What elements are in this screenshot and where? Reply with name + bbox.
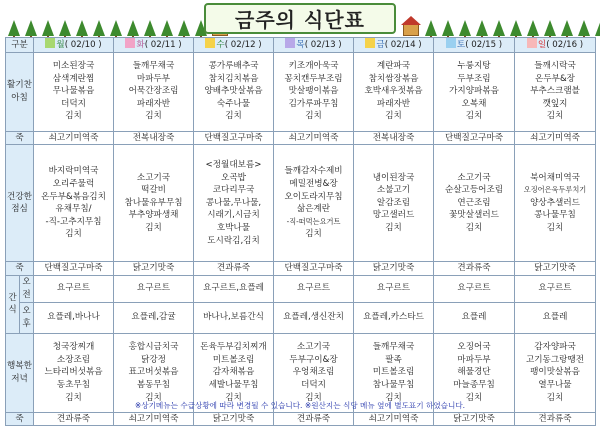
menu-text: 파래자반 <box>136 98 171 109</box>
menu-text: 들깨감자수제비 <box>284 166 343 177</box>
menu-text: 죽 <box>15 132 24 143</box>
breakfast-cell-fri <box>354 52 434 131</box>
menu-text: 김가루파무침 <box>288 98 339 109</box>
menu-text: 유채무침/ <box>55 204 92 215</box>
menu-text: 더덕지 <box>301 380 326 391</box>
menu-text: <정월대보름> <box>205 160 262 171</box>
label-text: 오 <box>22 306 31 317</box>
menu-text: 봄동무침 <box>136 380 171 391</box>
menu-text: 구분 <box>11 39 28 50</box>
label-text: 후 <box>22 318 31 329</box>
snack-am-cell-fri <box>354 275 434 302</box>
footer-note: ※상기메뉴는 수급상황에 따라 변경될 수 있습니다. ※원산지는 식당 메뉴 옆에 별도표기 하였습니다. <box>134 401 466 410</box>
header-day-fri <box>354 38 434 53</box>
menu-text: 김치 <box>65 392 82 403</box>
menu-text: 참치쌈장볶음 <box>368 73 419 84</box>
menu-text: 김치 <box>225 392 242 403</box>
menu-text: 요구르트 <box>376 283 411 294</box>
menu-text: 부추스크램블 <box>530 86 580 97</box>
menu-text: 단백질고구마죽 <box>204 132 263 143</box>
menu-text: 쇠고기미역죽 <box>128 413 179 424</box>
menu-text: 단백질고구마죽 <box>284 263 343 274</box>
porridge-lunch-cell-thu <box>274 262 354 276</box>
menu-text: 김치 <box>546 111 564 122</box>
porridge-morning-cell-tue <box>114 131 194 145</box>
menu-text: 죽 <box>15 263 24 274</box>
menu-text: 무나물볶음 <box>52 86 95 97</box>
menu-text: 요플레,카스타드 <box>363 312 424 323</box>
tree-icon <box>42 20 54 36</box>
tree-icon <box>544 20 556 36</box>
menu-text: 요구르트 <box>56 283 91 294</box>
menu-text: 김치 <box>305 229 322 240</box>
porridge-morning-label <box>6 131 34 145</box>
menu-text: 청국장찌개 <box>52 342 95 353</box>
porridge-morning-cell-fri <box>354 131 434 145</box>
menu-text: 홍합시금치국 <box>128 342 179 353</box>
menu-text: 해물경단 <box>457 367 491 378</box>
label-text: 활기찬 <box>7 80 32 90</box>
menu-text: 고기동그랑땡전 <box>525 354 585 365</box>
menu-text: 꽃맛살샐러드 <box>449 210 499 221</box>
snack-pm-label <box>20 302 34 333</box>
menu-text: -직-고추지무침 <box>45 216 102 227</box>
breakfast-cell-sun <box>515 52 596 131</box>
tree-icon <box>59 20 71 36</box>
menu-text: 냉이된장국 <box>372 172 415 183</box>
menu-text: 오곡밥 <box>221 172 246 183</box>
header-day-sun <box>515 38 596 53</box>
menu-text: 요플레,감귤 <box>131 312 176 323</box>
tree-icon <box>578 20 590 36</box>
porridge-morning-cell-mon <box>34 131 114 145</box>
label-text: 간 <box>8 292 17 303</box>
menu-text: 도시락김,김치 <box>207 235 260 246</box>
tree-icon <box>93 20 105 36</box>
menu-text: 꽁치캔두부조림 <box>284 73 343 84</box>
menu-text: 삶은계란 <box>296 204 331 215</box>
menu-text: 김치 <box>305 392 322 403</box>
tree-icon <box>178 20 190 36</box>
menu-text: 키조개아욱국 <box>288 61 339 72</box>
day-badge <box>365 38 375 48</box>
menu-text: 오리주물럭 <box>52 179 95 189</box>
snack-am-row <box>6 275 596 302</box>
snack-pm-cell-wed <box>194 302 274 333</box>
menu-text: 닭고기맛죽 <box>212 413 255 424</box>
menu-text: 전복내장죽 <box>372 132 415 143</box>
meal-table <box>5 37 596 426</box>
menu-text: 견과류죽 <box>56 413 91 424</box>
menu-text: 호박나물 <box>216 223 251 234</box>
lunch-cell-wed <box>194 145 274 262</box>
menu-text: 견과류죽 <box>216 263 251 274</box>
menu-text: 쇠고기미역죽 <box>368 413 419 424</box>
day-date: ( 02/13 ) <box>304 40 342 50</box>
porridge-morning-cell-thu <box>274 131 354 145</box>
menu-text: 들깨무채국 <box>372 342 415 353</box>
tree-icon <box>442 20 454 36</box>
menu-text: 느타리버섯볶음 <box>44 367 103 378</box>
menu-text: 온두부&볶음김치 <box>41 191 106 202</box>
menu-text: 알감조림 <box>376 197 411 208</box>
menu-text: 열무나물 <box>538 380 572 391</box>
menu-text: 미트볼조림 <box>212 354 255 365</box>
menu-text: 바지락미역국 <box>48 166 99 177</box>
tree-icon <box>127 20 139 36</box>
lunch-cell-mon <box>34 145 114 262</box>
menu-text: 망고샐러드 <box>372 210 415 221</box>
day-date: ( 02/16 ) <box>546 40 584 50</box>
menu-text: 김치 <box>546 223 564 234</box>
menu-text: 닭고기맛죽 <box>372 263 415 274</box>
menu-text: 닭고기맛죽 <box>453 413 495 424</box>
tree-icon <box>161 20 173 36</box>
porridge-lunch-row <box>6 262 596 276</box>
menu-text: 죽 <box>15 413 24 424</box>
tree-icon <box>76 20 88 36</box>
menu-text: 견과류죽 <box>538 413 572 424</box>
day-name: 수 <box>216 40 225 50</box>
day-badge <box>285 38 295 48</box>
breakfast-cell-mon <box>34 52 114 131</box>
breakfast-label <box>6 52 34 131</box>
label-text: 건강한 <box>7 191 32 202</box>
menu-text: 양상추샐러드 <box>530 197 580 208</box>
header-category <box>6 38 34 53</box>
menu-text: 소고기국 <box>296 342 331 353</box>
menu-text: 참나물무침 <box>372 380 415 391</box>
menu-text: 요구르트 <box>457 283 491 294</box>
day-name: 금 <box>376 40 385 50</box>
menu-text: 들깨시락국 <box>534 61 576 72</box>
menu-text: 팽이맛살볶음 <box>530 367 580 378</box>
menu-text: 미트볼조림 <box>372 367 415 378</box>
menu-text: 세발나물무침 <box>208 380 259 391</box>
menu-text: 누룽지탕 <box>457 61 491 72</box>
snack-am-cell-mon <box>34 275 114 302</box>
menu-text: 표고버섯볶음 <box>128 367 179 378</box>
menu-text: 더덕지 <box>61 98 86 109</box>
porridge-lunch-cell-fri <box>354 262 434 276</box>
tree-icon <box>110 20 122 36</box>
menu-text: 코다리무국 <box>212 185 255 196</box>
lunch-row <box>6 145 596 262</box>
menu-text: 오징어은욱두루치기 <box>523 185 587 195</box>
menu-text: 미소된장국 <box>52 61 95 72</box>
menu-text: 단백질고구마죽 <box>444 132 504 143</box>
snack-pm-row <box>6 302 596 333</box>
menu-text: 김치 <box>65 111 82 122</box>
snack-am-cell-sun <box>515 275 596 302</box>
tree-icon <box>8 20 20 36</box>
menu-text: 요구르트,요플레 <box>203 283 264 294</box>
menu-text: 닭고기맛죽 <box>132 263 175 274</box>
label-text: 아침 <box>11 92 28 103</box>
day-badge <box>527 38 537 48</box>
header-day-wed <box>194 38 274 53</box>
snack-pm-cell-fri <box>354 302 434 333</box>
menu-text: 마파두부 <box>457 354 491 365</box>
menu-text: 바나나,보름간식 <box>203 312 264 323</box>
menu-text: 가지양파볶음 <box>449 86 499 97</box>
menu-text: 참나물유부무침 <box>124 197 183 208</box>
menu-text: 돈육두부김치찌개 <box>200 342 267 353</box>
lunch-cell-tue <box>114 145 194 262</box>
tree-icon <box>493 20 505 36</box>
menu-text: 팔족 <box>385 354 402 365</box>
menu-text: 김치 <box>465 223 483 234</box>
menu-text: 김치 <box>465 111 483 122</box>
porridge-lunch-label <box>6 262 34 276</box>
tree-icon <box>561 20 573 36</box>
menu-text: 쇠고기미역죽 <box>48 132 99 143</box>
snack-am-cell-sat <box>434 275 515 302</box>
day-name: 화 <box>136 40 145 50</box>
menu-text: 요플레 <box>461 312 487 323</box>
snack-label <box>6 275 20 333</box>
day-name: 월 <box>56 40 65 50</box>
menu-text: 요구르트 <box>296 283 331 294</box>
menu-text: 참치김치볶음 <box>208 73 259 84</box>
header-row <box>6 38 596 53</box>
day-name: 일 <box>537 40 547 50</box>
porridge-lunch-cell-sat <box>434 262 515 276</box>
breakfast-cell-wed <box>194 52 274 131</box>
snack-pm-cell-sat <box>434 302 515 333</box>
snack-pm-cell-mon <box>34 302 114 333</box>
day-badge <box>45 38 55 48</box>
day-badge <box>446 38 456 48</box>
breakfast-cell-tue <box>114 52 194 131</box>
menu-text: 파래자반 <box>376 98 411 109</box>
menu-text: 순살고등어조림 <box>444 185 504 196</box>
menu-text: 콩나물,무나물, <box>205 197 262 208</box>
label-text: 저녁 <box>11 373 28 384</box>
porridge-lunch-cell-tue <box>114 262 194 276</box>
menu-text: 요플레,생신잔치 <box>283 312 344 323</box>
tree-icon <box>595 20 600 36</box>
snack-pm-cell-sun <box>515 302 596 333</box>
day-date: ( 02/15 ) <box>465 40 503 50</box>
porridge-lunch-cell-wed <box>194 262 274 276</box>
lunch-label <box>6 145 34 262</box>
tree-icon <box>527 20 539 36</box>
porridge-morning-row <box>6 131 596 145</box>
lunch-cell-thu <box>274 145 354 262</box>
menu-text: 요구르트 <box>538 283 572 294</box>
porridge-lunch-cell-mon <box>34 262 114 276</box>
tree-icon <box>510 20 522 36</box>
title-box <box>204 3 396 34</box>
decor-trees-right <box>403 14 600 36</box>
menu-text: 소장조림 <box>56 354 91 365</box>
menu-text: 쇠고기미역죽 <box>288 132 339 143</box>
porridge-morning-cell-sat <box>434 131 515 145</box>
breakfast-row <box>6 52 596 131</box>
menu-text: 연근조림 <box>457 197 491 208</box>
house-icon <box>403 24 419 36</box>
menu-text: 소고기국 <box>136 172 171 183</box>
menu-text: 오징어국 <box>457 342 491 353</box>
menu-text: 콩가루배추국 <box>208 61 259 72</box>
lunch-cell-sat <box>434 145 515 262</box>
menu-text: 김치 <box>546 392 564 403</box>
day-date: ( 02/12 ) <box>224 40 262 50</box>
tree-icon <box>25 20 37 36</box>
menu-text: 마파두부 <box>136 73 171 84</box>
menu-text: 두부조림 <box>457 73 491 84</box>
menu-text: 메밀전병&장 <box>289 179 338 189</box>
menu-text: 김치 <box>225 111 242 122</box>
menu-text: 시래기,시금치 <box>207 210 260 221</box>
menu-text: 요플레 <box>542 312 568 323</box>
menu-text: 소고기국 <box>457 172 491 183</box>
day-badge <box>125 38 135 48</box>
menu-text: 김치 <box>385 223 402 234</box>
menu-text: 삼색계란찜 <box>52 73 95 84</box>
menu-text: 맛살팽이볶음 <box>288 86 339 97</box>
menu-text: 어묵간장조림 <box>128 86 179 97</box>
snack-am-label <box>20 275 34 302</box>
menu-text: 김치 <box>385 392 402 403</box>
menu-text: 김치 <box>65 229 82 240</box>
snack-am-cell-thu <box>274 275 354 302</box>
menu-text: 떡갈비 <box>141 185 166 196</box>
menu-text: 숙주나물 <box>216 98 251 109</box>
snack-pm-cell-thu <box>274 302 354 333</box>
lunch-cell-sun <box>515 145 596 262</box>
menu-text: 콩나물무침 <box>534 210 576 221</box>
menu-text: -직-떠먹는요거트 <box>286 216 341 226</box>
tree-icon <box>144 20 156 36</box>
menu-text: 김치 <box>145 392 162 403</box>
snack-am-cell-wed <box>194 275 274 302</box>
menu-text: 단백질고구마죽 <box>44 263 103 274</box>
menu-text: 견과류죽 <box>457 263 491 274</box>
tree-icon <box>476 20 488 36</box>
header-day-thu <box>274 38 354 53</box>
snack-pm-cell-tue <box>114 302 194 333</box>
menu-text: 김치 <box>145 223 162 234</box>
porridge-morning-cell-wed <box>194 131 274 145</box>
page-title: 금주의 식단표 <box>235 8 365 32</box>
breakfast-cell-thu <box>274 52 354 131</box>
tree-icon <box>425 20 437 36</box>
menu-text: 북어채미역국 <box>530 172 580 183</box>
menu-text: 들깨무채국 <box>132 61 175 72</box>
menu-text: 닭고기맛죽 <box>534 263 576 274</box>
menu-text: 두부구이&장 <box>289 354 338 365</box>
label-text: 식 <box>8 305 17 316</box>
header-day-sat <box>434 38 515 53</box>
menu-text: 견과류죽 <box>296 413 331 424</box>
snack-am-cell-tue <box>114 275 194 302</box>
menu-text: 김치 <box>305 111 322 122</box>
porridge-morning-cell-sun <box>515 131 596 145</box>
title-area <box>0 0 600 38</box>
menu-text: 감자양파국 <box>534 342 576 353</box>
menu-text: 소불고기 <box>376 185 411 196</box>
menu-text: 호박새우젓볶음 <box>364 86 423 97</box>
day-date: ( 02/14 ) <box>384 40 422 50</box>
day-badge <box>205 38 215 48</box>
menu-text: 동초무침 <box>56 380 91 391</box>
tree-icon <box>459 20 471 36</box>
menu-text: 요구르트 <box>136 283 171 294</box>
menu-text: 닭강정 <box>141 354 166 365</box>
menu-text: 오이도라지무침 <box>284 191 343 202</box>
menu-text: 김치 <box>145 111 162 122</box>
menu-text: 계란파국 <box>376 61 411 72</box>
day-date: ( 02/11 ) <box>144 40 182 50</box>
breakfast-cell-sat <box>434 52 515 131</box>
lunch-cell-fri <box>354 145 434 262</box>
day-name: 토 <box>456 40 466 50</box>
menu-text: 오복채 <box>461 98 487 109</box>
menu-text: 온두부&장 <box>535 73 575 84</box>
porridge-lunch-cell-sun <box>515 262 596 276</box>
menu-text: 양배추맛살볶음 <box>204 86 263 97</box>
menu-text: 부추양파생채 <box>128 210 179 221</box>
label-text: 점심 <box>11 204 28 215</box>
menu-text: 쇠고기미역죽 <box>530 132 580 143</box>
label-text: 전 <box>22 289 31 300</box>
header-day-tue <box>114 38 194 53</box>
menu-text: 감자채볶음 <box>212 367 255 378</box>
menu-text: 김치 <box>465 392 483 403</box>
decor-trees-left <box>8 14 234 36</box>
label-text: 오 <box>22 277 31 288</box>
menu-text: 우엉채조림 <box>292 367 335 378</box>
day-name: 목 <box>296 40 305 50</box>
menu-text: 김치 <box>385 111 402 122</box>
menu-text: 마늘종무침 <box>453 380 495 391</box>
header-day-mon <box>34 38 114 53</box>
label-text: 행복한 <box>7 361 32 372</box>
day-date: ( 02/10 ) <box>64 40 102 50</box>
menu-text: 요플레,바나나 <box>47 312 100 323</box>
menu-text: 전복내장죽 <box>132 132 175 143</box>
menu-text: 깻잎지 <box>542 98 568 109</box>
